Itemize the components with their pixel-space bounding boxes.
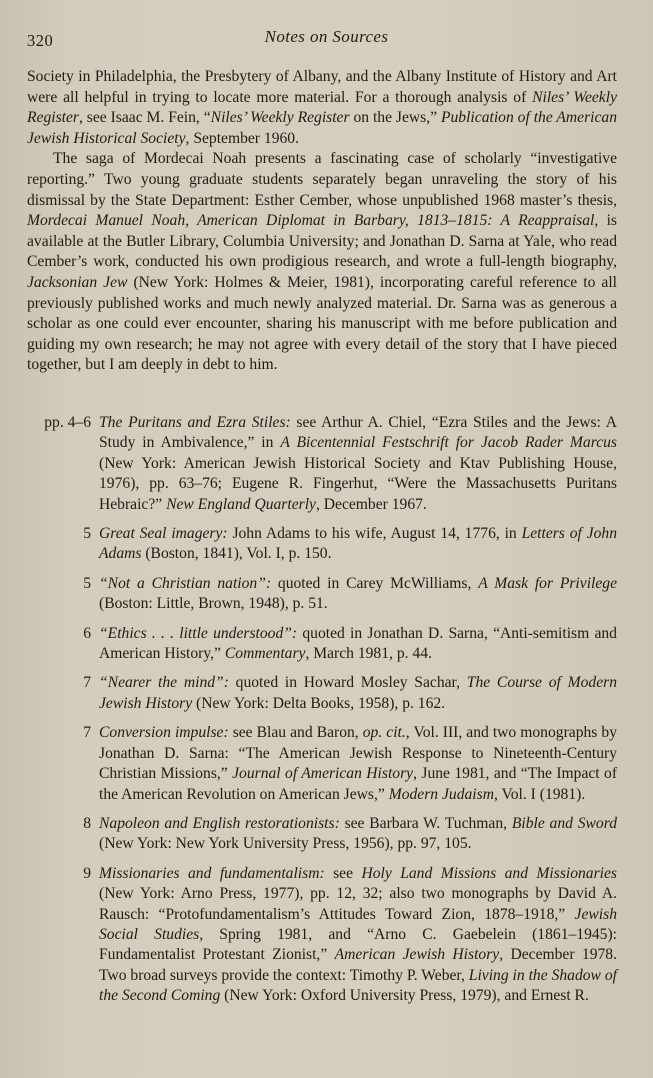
italic-title-text: op. cit. — [362, 724, 406, 742]
note-page-reference: pp. 4–6 — [44, 414, 91, 431]
italic-title-text: The Puritans and Ezra Stiles: — [99, 414, 291, 431]
text-run: John Adams to his wife, August 14, 1776, in — [227, 525, 522, 543]
note-entry — [27, 723, 617, 805]
text-run: Society in Philadelphia, the Presbytery of Albany, and the Albany Institute of History and Art were all helpful in trying to locate more material. For a thorough analysis of — [27, 68, 617, 106]
note-page-reference: 7 — [83, 674, 91, 692]
text-run: , March 1981, p. 44. — [305, 645, 432, 663]
italic-title-text: “Not a Christian nation”: — [99, 574, 272, 592]
text-run: , December 1967. — [315, 495, 427, 513]
italic-title-text: American Jewish History — [334, 946, 500, 964]
italic-title-text: “Ethics . . . little understood”: — [99, 624, 298, 642]
note-entry — [27, 413, 617, 515]
text-run: on the Jews,” — [349, 109, 441, 127]
text-run: (New York: Oxford University Press, 1979), and Ernest R. — [220, 987, 589, 1005]
text-run: see Arthur A. Chiel, “Ezra Stiles and the Jews: A Study in Ambivalence,” in — [99, 414, 617, 452]
text-run: see Blau and Baron, — [228, 724, 363, 742]
text-run: , see Isaac M. Fein, “ — [78, 109, 211, 127]
note-page-reference: 5 — [83, 525, 91, 543]
italic-title-text: Napoleon and English restorationists: — [99, 814, 340, 832]
text-run: quoted in Carey McWilliams, — [271, 574, 479, 592]
text-run: , Spring 1981, and “Arno C. Gaebelein (1861–1945): Fundamentalist Protestant Zionist,” — [99, 925, 617, 964]
italic-title-text: Jewish Social Studies — [99, 905, 617, 943]
italic-title-text: Living in the Shadow of the Second Coming — [99, 966, 617, 1005]
text-run: , Vol. I (1981). — [493, 785, 586, 803]
italic-title-text: Modern Judaism — [388, 785, 494, 803]
text-run: , December 1978. Two broad surveys provide the context: Timothy P. Weber, — [99, 946, 617, 984]
note-entry — [27, 574, 617, 615]
italic-title-text: Great Seal imagery: — [99, 525, 228, 543]
italic-title-text: Publication of the American Jewish Historical Society — [27, 109, 617, 147]
text-run: , September 1960. — [185, 129, 299, 147]
italic-title-text: Missionaries and fundamentalism: — [99, 864, 325, 882]
italic-title-text: Journal of American History — [232, 765, 414, 783]
page-header — [0, 27, 653, 49]
note-entry — [27, 864, 617, 1007]
note-text — [99, 413, 617, 515]
note-page-reference: 7 — [83, 724, 91, 742]
note-text — [99, 524, 617, 565]
italic-title-text: Jacksonian Jew — [27, 273, 128, 291]
text-run: (Boston: Little, Brown, 1948), p. 51. — [99, 595, 328, 613]
page-number: 320 — [27, 31, 54, 50]
text-run: quoted in Howard Mosley Sachar, — [228, 674, 467, 692]
note-page-reference: 8 — [83, 814, 91, 832]
note-entry — [27, 673, 617, 714]
italic-title-text: Niles’ Weekly Register — [210, 109, 350, 127]
text-run: (Boston, 1841), Vol. I, p. 150. — [141, 545, 332, 563]
italic-title-text: Commentary — [224, 645, 306, 663]
text-run: see — [324, 864, 362, 882]
note-page-reference: 9 — [83, 864, 91, 882]
italic-title-text: Holy Land Missions and Missionaries — [361, 864, 617, 882]
text-run: (New York: American Jewish Historical Society and Ktav Publishing House, 1976), pp. 63–76; Eugene R. Fingerhut, “Were the Massachusetts Puritans Hebraic?” — [99, 454, 617, 513]
text-run: The saga of Mordecai Noah presents a fascinating case of scholarly “investigative reporting.” Two young graduate students separately began unraveling the story of his dismissal by the State Department: Esther Cember, whose unpublished 1968 master’s thesis, — [27, 150, 617, 209]
note-entry — [27, 814, 617, 855]
text-run: (New York: New York University Press, 1956), pp. 97, 105. — [99, 835, 472, 853]
text-run: see Barbara W. Tuchman, — [339, 814, 512, 832]
chapter-notes-list — [27, 413, 617, 1016]
italic-title-text: “Nearer the mind”: — [99, 674, 229, 692]
italic-title-text: A Bicentennial Festschrift for Jacob Rader Marcus — [280, 434, 617, 452]
italic-title-text: A Mask for Privilege — [478, 574, 617, 592]
note-text — [99, 574, 617, 615]
italic-title-text: New England Quarterly — [166, 495, 316, 513]
text-run: (New York: Arno Press, 1977), pp. 12, 32; also two monographs by David A. Rausch: “Protofundamentalism’s Attitudes Toward Zion, 1878–1918,” — [99, 885, 617, 923]
note-text — [99, 814, 617, 855]
note-page-reference: 5 — [83, 574, 91, 592]
note-entry — [27, 524, 617, 565]
paragraph-noah-saga — [27, 149, 617, 376]
italic-title-text: Conversion impulse: — [99, 724, 229, 742]
running-head: Notes on Sources — [264, 27, 389, 46]
text-run: , June 1981, and “The Impact of the American Revolution on American Jews,” — [99, 765, 618, 803]
italic-title-text: Bible and Sword — [511, 814, 617, 832]
note-entry — [27, 624, 617, 665]
italic-title-text: Mordecai Manuel Noah, American Diplomat in Barbary, 1813–1815: A Reappraisal — [27, 212, 595, 230]
italic-title-text: Letters of John Adams — [99, 525, 617, 563]
note-text — [99, 864, 617, 1007]
note-page-reference: 6 — [83, 624, 91, 642]
text-run: (New York: Holmes & Meier, 1981), incorporating careful reference to all previously published works and much newly analyzed material. Dr. Sarna was as generous a scholar as one could ever encounter, sharing his manuscript with me before publication and guiding my own research; he may not agree with every detail of the story that I have pieced together, but I am deeply in debt to him. — [27, 273, 617, 374]
note-text — [99, 673, 617, 714]
text-run: (New York: Delta Books, 1958), p. 162. — [192, 694, 446, 712]
body-text — [27, 67, 617, 376]
italic-title-text: The Course of Modern Jewish History — [99, 674, 617, 712]
text-run: , is available at the Butler Library, Columbia University; and Jonathan D. Sarna at Yale, who read Cember’s work, conducted his own prodigious research, and wrote a full-length biography, — [27, 212, 617, 271]
text-run: , Vol. III, and two monographs by Jonathan D. Sarna: “The American Jewish Response to Nineteenth-Century Christian Missions,” — [99, 724, 617, 783]
note-text — [99, 624, 617, 665]
note-text — [99, 723, 617, 805]
paragraph-sources-continued — [27, 67, 617, 149]
text-run: quoted in Jonathan D. Sarna, “Anti-semitism and American History,” — [99, 624, 617, 663]
italic-title-text: Niles’ Weekly Register — [27, 88, 617, 127]
